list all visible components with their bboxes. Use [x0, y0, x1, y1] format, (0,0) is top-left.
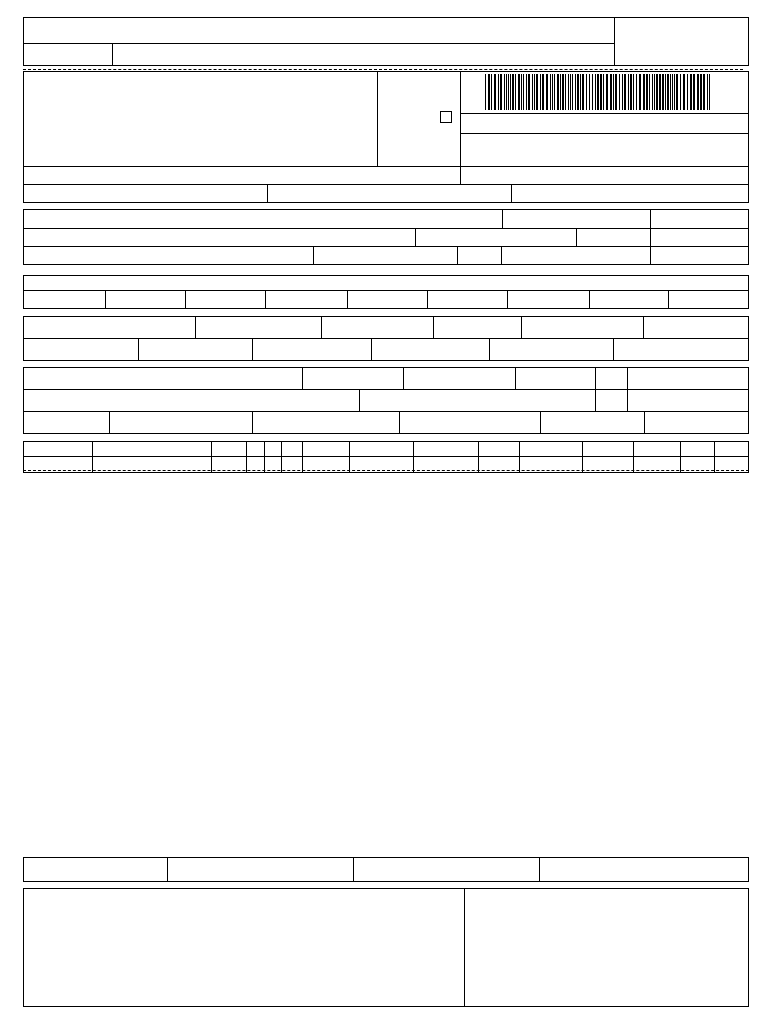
barcode-icon: [485, 74, 711, 110]
products-col-divider: [349, 441, 350, 473]
barcode-bar: [662, 74, 664, 110]
tax-divider: [371, 338, 372, 361]
barcode-bar: [693, 74, 695, 110]
carrier-divider: [252, 411, 253, 434]
barcode-bar: [557, 74, 559, 110]
invoice-row-line: [23, 290, 749, 291]
barcode-bar: [500, 74, 502, 110]
carrier-row-line-1: [23, 389, 749, 390]
barcode-bar: [674, 74, 675, 110]
carrier-block: [23, 367, 749, 434]
invoice-divider: [427, 290, 428, 309]
barcode-bar: [676, 74, 678, 110]
products-col-divider: [264, 441, 265, 473]
state-registration-row: [23, 184, 749, 203]
barcode-bar: [534, 74, 535, 110]
barcode-bar: [600, 74, 602, 110]
receipt-stub: [23, 17, 749, 66]
barcode-bar: [690, 74, 692, 110]
barcode-bar: [639, 74, 641, 110]
invoice-divider: [589, 290, 590, 309]
recipient-divider: [650, 209, 651, 265]
recipient-row-line-1: [23, 228, 749, 229]
barcode-bar: [652, 74, 653, 110]
carrier-divider: [359, 389, 360, 411]
barcode-bar: [683, 74, 685, 110]
tax-divider: [433, 316, 434, 338]
products-col-divider: [211, 441, 212, 473]
barcode-bar: [554, 74, 555, 110]
barcode-bar: [504, 74, 505, 110]
barcode-bar: [570, 74, 571, 110]
barcode-bar: [562, 74, 564, 110]
products-col-divider: [281, 441, 282, 473]
barcode-bar: [512, 74, 514, 110]
tax-divider: [252, 338, 253, 361]
tax-divider: [613, 338, 614, 361]
barcode-bar: [565, 74, 566, 110]
entry-exit-checkbox[interactable]: [440, 111, 452, 123]
barcode-bar: [575, 74, 576, 110]
barcode-bar: [546, 74, 548, 110]
issqn-block: [23, 857, 749, 882]
barcode-bar: [654, 74, 655, 110]
carrier-divider: [627, 367, 628, 411]
barcode-bar: [615, 74, 617, 110]
barcode-bar: [656, 74, 658, 110]
barcode-bar: [592, 74, 593, 110]
cut-line: [23, 69, 743, 70]
barcode-bar: [518, 74, 520, 110]
carrier-divider: [644, 411, 645, 434]
products-col-divider: [633, 441, 634, 473]
receipt-stub-divider: [614, 17, 615, 66]
invoice-divider: [185, 290, 186, 309]
invoice-divider: [105, 290, 106, 309]
issqn-divider: [353, 857, 354, 882]
barcode-bar: [597, 74, 599, 110]
barcode-bar: [515, 74, 516, 110]
additional-info-block: [23, 888, 749, 1007]
barcode-bar: [580, 74, 581, 110]
barcode-bar: [508, 74, 509, 110]
state-registration-divider-2: [511, 184, 512, 203]
barcode-bar: [697, 74, 699, 110]
barcode-bar: [619, 74, 620, 110]
carrier-divider: [540, 411, 541, 434]
recipient-divider: [415, 228, 416, 246]
access-key-line-top: [460, 113, 749, 114]
carrier-divider: [403, 367, 404, 389]
products-col-divider: [413, 441, 414, 473]
products-col-divider: [92, 441, 93, 473]
products-col-divider: [680, 441, 681, 473]
barcode-bar: [540, 74, 541, 110]
barcode-bar: [636, 74, 637, 110]
barcode-bar: [536, 74, 538, 110]
barcode-bar: [523, 74, 524, 110]
barcode-bar: [624, 74, 626, 110]
barcode-bar: [552, 74, 553, 110]
barcode-bar: [606, 74, 608, 110]
carrier-divider: [399, 411, 400, 434]
barcode-bar: [628, 74, 629, 110]
barcode-bar: [603, 74, 604, 110]
barcode-bar: [550, 74, 551, 110]
products-col-divider: [478, 441, 479, 473]
products-row-dash: [23, 470, 749, 471]
barcode-bar: [572, 74, 573, 110]
carrier-divider: [515, 367, 516, 389]
recipient-divider: [313, 246, 314, 265]
danfe-box-divider: [460, 71, 461, 186]
barcode-bar: [521, 74, 522, 110]
issqn-divider: [167, 857, 168, 882]
barcode-bar: [582, 74, 584, 110]
barcode-bar: [488, 74, 490, 110]
additional-info-divider: [464, 888, 465, 1007]
barcode-bar: [643, 74, 645, 110]
receipt-date-divider: [112, 43, 113, 66]
barcode-bar: [510, 74, 511, 110]
tax-row-line: [23, 338, 749, 339]
emitter-info-divider: [377, 71, 378, 166]
recipient-row-line-2: [23, 246, 749, 247]
barcode-bar: [542, 74, 544, 110]
barcode-bar: [700, 74, 702, 110]
barcode-bar: [687, 74, 688, 110]
barcode-bar: [665, 74, 666, 110]
invoice-divider: [668, 290, 669, 309]
barcode-bar: [649, 74, 650, 110]
products-col-divider: [714, 441, 715, 473]
barcode-bar: [560, 74, 561, 110]
recipient-divider: [576, 228, 577, 246]
barcode-bar: [670, 74, 671, 110]
barcode-bar: [680, 74, 681, 110]
invoice-divider: [347, 290, 348, 309]
products-col-divider: [582, 441, 583, 473]
barcode-bar: [630, 74, 632, 110]
barcode-bar: [498, 74, 499, 110]
barcode-bar: [703, 74, 705, 110]
invoice-divider: [265, 290, 266, 309]
barcode-bar: [485, 74, 486, 110]
barcode-bar: [659, 74, 661, 110]
barcode-bar: [595, 74, 596, 110]
barcode-bar: [568, 74, 569, 110]
carrier-divider: [109, 411, 110, 434]
recipient-block: [23, 209, 749, 265]
invoice-block: [23, 275, 749, 309]
barcode-bar: [707, 74, 708, 110]
access-key-line-bottom: [460, 133, 749, 134]
barcode-bar: [610, 74, 612, 110]
products-col-divider: [519, 441, 520, 473]
recipient-divider: [501, 246, 502, 265]
barcode-bar: [613, 74, 614, 110]
barcode-bar: [532, 74, 533, 110]
tax-divider: [521, 316, 522, 338]
barcode-bar: [622, 74, 623, 110]
recipient-divider: [457, 246, 458, 265]
tax-divider: [138, 338, 139, 361]
barcode-bar: [646, 74, 648, 110]
carrier-row-line-2: [23, 411, 749, 412]
tax-divider: [321, 316, 322, 338]
issqn-divider: [539, 857, 540, 882]
recipient-divider: [502, 209, 503, 228]
carrier-divider: [595, 367, 596, 411]
barcode-bar: [506, 74, 507, 110]
products-col-divider: [246, 441, 247, 473]
barcode-bar: [709, 74, 710, 110]
state-registration-divider-1: [267, 184, 268, 203]
nature-operation-line: [23, 166, 749, 167]
barcode-bar: [586, 74, 587, 110]
products-col-divider: [302, 441, 303, 473]
tax-divider: [195, 316, 196, 338]
barcode-bar: [589, 74, 590, 110]
barcode-bar: [528, 74, 530, 110]
products-table: [23, 441, 749, 473]
carrier-divider: [302, 367, 303, 389]
tax-divider: [643, 316, 644, 338]
invoice-divider: [507, 290, 508, 309]
barcode-bar: [526, 74, 527, 110]
products-header-line: [23, 456, 749, 457]
barcode-bar: [577, 74, 579, 110]
barcode-bar: [494, 74, 496, 110]
barcode-bar: [667, 74, 669, 110]
barcode-bar: [633, 74, 634, 110]
barcode-bar: [491, 74, 492, 110]
tax-divider: [489, 338, 490, 361]
barcode-bar: [672, 74, 673, 110]
